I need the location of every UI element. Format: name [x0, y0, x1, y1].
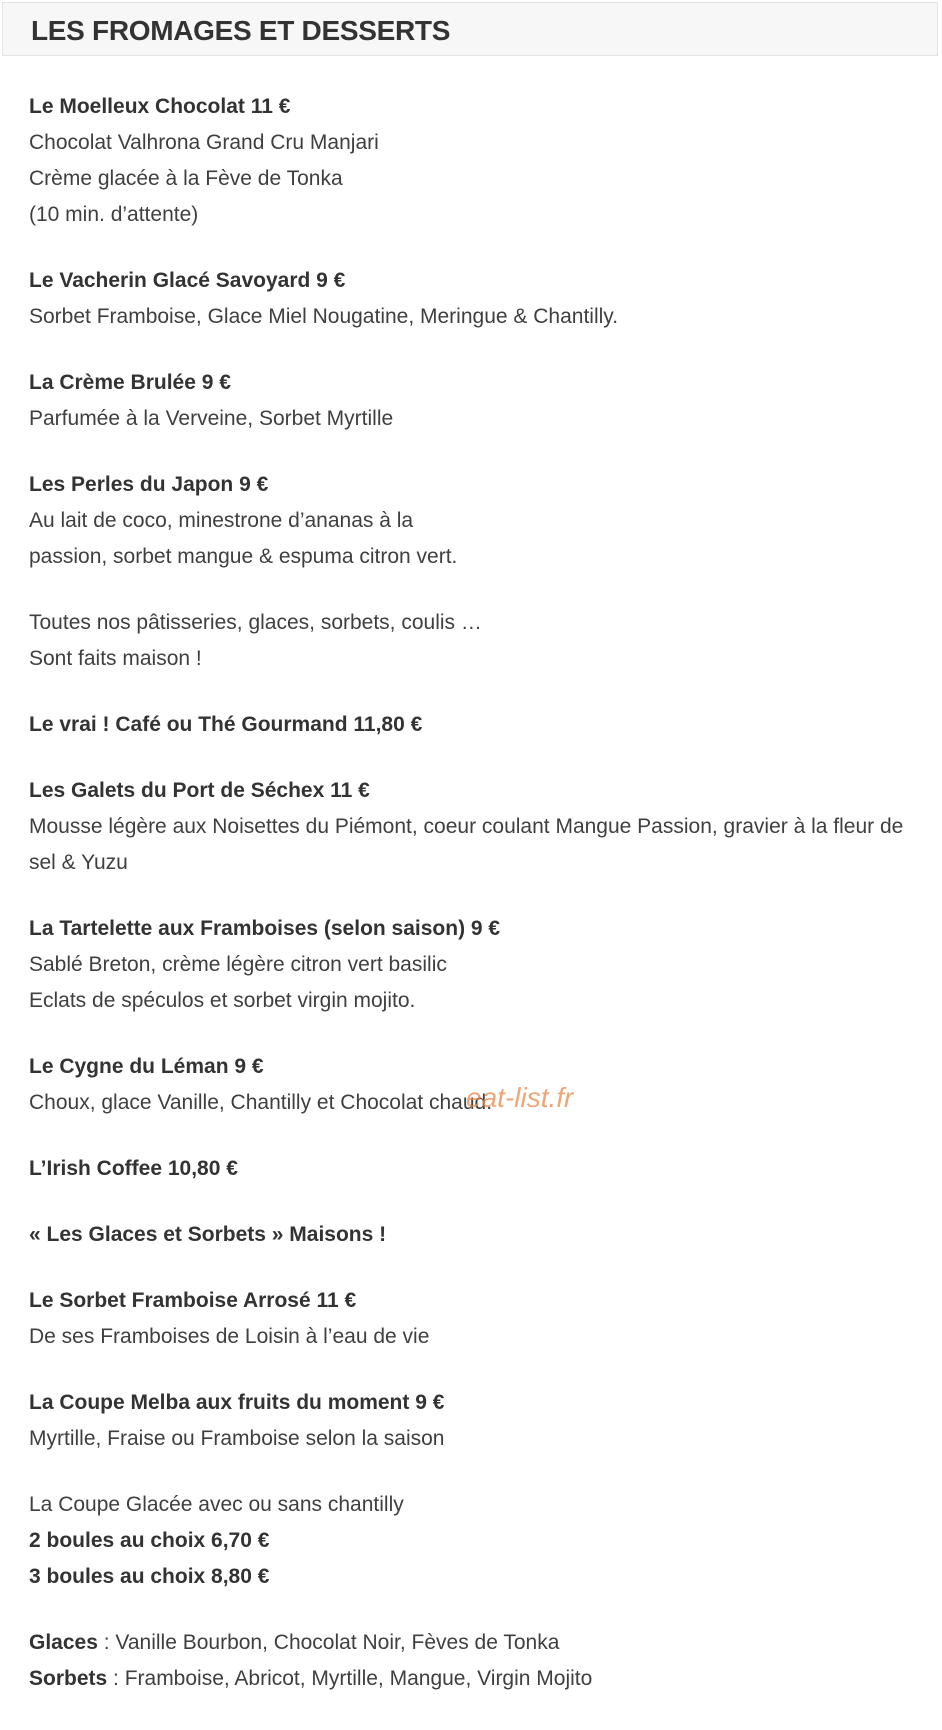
menu-item-description: Toutes nos pâtisseries, glaces, sorbets, coulis …	[29, 611, 482, 634]
menu-item	[29, 1283, 919, 1355]
dessert-menu	[29, 89, 919, 1727]
menu-item-title: Les Perles du Japon 9 €	[29, 473, 269, 496]
section-title: LES FROMAGES ET DESSERTS	[31, 15, 451, 46]
menu-item	[29, 911, 919, 1019]
menu-item	[29, 365, 919, 437]
menu-item	[29, 773, 919, 881]
menu-item-title: Les Galets du Port de Séchex 11 €	[29, 779, 370, 802]
menu-items	[29, 89, 919, 1457]
menu-item-title: La Tartelette aux Framboises (selon saison) 9 €	[29, 917, 501, 940]
menu-item-title: « Les Glaces et Sorbets » Maisons !	[29, 1223, 387, 1246]
menu-item-title: L’Irish Coffee 10,80 €	[29, 1157, 238, 1180]
menu-item-title: Le Vacherin Glacé Savoyard 9 €	[29, 269, 346, 292]
sorbets-list: : Framboise, Abricot, Myrtille, Mangue, Virgin Mojito	[107, 1667, 593, 1690]
menu-item-title: Le Sorbet Framboise Arrosé 11 €	[29, 1289, 357, 1312]
menu-item-description: Sorbet Framboise, Glace Miel Nougatine, Meringue & Chantilly.	[29, 305, 619, 328]
menu-item-title: La Coupe Melba aux fruits du moment 9 €	[29, 1391, 445, 1414]
menu-item-title: Le Moelleux Chocolat 11 €	[29, 95, 291, 118]
section-header	[2, 2, 938, 56]
sorbets-label: Sorbets	[29, 1667, 108, 1690]
menu-item	[29, 1151, 919, 1187]
menu-item-description: Choux, glace Vanille, Chantilly et Chocolat chaud.	[29, 1091, 493, 1114]
glaces-line	[29, 1625, 919, 1661]
menu-item	[29, 89, 919, 233]
menu-item-description: Chocolat Valhrona Grand Cru Manjari	[29, 131, 379, 154]
menu-item	[29, 1217, 919, 1253]
menu-item-title: Le vrai ! Café ou Thé Gourmand 11,80 €	[29, 713, 423, 736]
two-scoops-price: 2 boules au choix 6,70 €	[29, 1529, 270, 1552]
menu-item-description: passion, sorbet mangue & espuma citron vert.	[29, 545, 458, 568]
menu-item-description: Crème glacée à la Fève de Tonka	[29, 167, 343, 190]
menu-item-description: (10 min. d’attente)	[29, 203, 199, 226]
three-scoops-price: 3 boules au choix 8,80 €	[29, 1565, 270, 1588]
menu-item-title: Le Cygne du Léman 9 €	[29, 1055, 264, 1078]
glaces-list: : Vanille Bourbon, Chocolat Noir, Fèves de Tonka	[97, 1631, 560, 1654]
watermark: eat-list.fr	[466, 1082, 574, 1113]
menu-item	[29, 1385, 919, 1457]
menu-item-description: Mousse légère aux Noisettes du Piémont, coeur coulant Mangue Passion, gravier à la fleur de sel & Yuzu	[29, 815, 904, 874]
menu-item	[29, 707, 919, 743]
menu-item-description: Myrtille, Fraise ou Framboise selon la saison	[29, 1427, 445, 1450]
menu-item	[29, 263, 919, 335]
sorbets-line	[29, 1661, 919, 1697]
menu-item	[29, 467, 919, 575]
coupe-glacee-block	[29, 1487, 919, 1595]
menu-item-description: Sont faits maison !	[29, 647, 202, 670]
menu-item-description: Eclats de spéculos et sorbet virgin mojito.	[29, 989, 416, 1012]
menu-item-description: Au lait de coco, minestrone d’ananas à la	[29, 509, 414, 532]
menu-item-title: La Crème Brulée 9 €	[29, 371, 231, 394]
menu-item	[29, 605, 919, 677]
menu-item-description: Parfumée à la Verveine, Sorbet Myrtille	[29, 407, 394, 430]
menu-item-description: De ses Framboises de Loisin à l’eau de vie	[29, 1325, 430, 1348]
menu-item-description: Sablé Breton, crème légère citron vert basilic	[29, 953, 447, 976]
flavors-block	[29, 1625, 919, 1697]
glaces-label: Glaces	[29, 1631, 98, 1654]
coupe-glacee-intro: La Coupe Glacée avec ou sans chantilly	[29, 1493, 404, 1516]
